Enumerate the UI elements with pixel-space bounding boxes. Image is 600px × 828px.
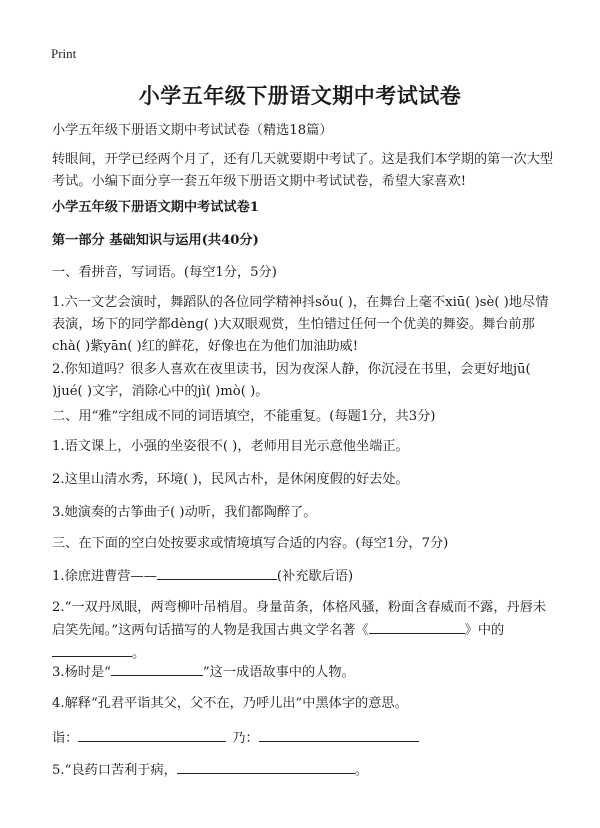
section3-question1: [52, 565, 557, 588]
section2-question1: 1.语文课上，小强的坐姿很不( )，老师用目光示意他坐端正。: [52, 439, 409, 454]
question3-text-end: ”这一成语故事中的人物。: [202, 665, 355, 680]
question1-hint: (补充歇后语): [276, 569, 354, 584]
answer-blank[interactable]: [78, 727, 226, 742]
answer-label-nai: 乃：: [232, 731, 259, 746]
section2-question3: 3.她演奏的古筝曲子( )动听，我们都陶醉了。: [52, 505, 317, 520]
question2-text: 2.“一双丹凤眼，两弯柳叶吊梢眉。身量苗条，体格风骚，粉面含春威而不露，丹唇未启笑先闻。”这两句话描写的人物是我国古典文学名著《: [52, 600, 547, 638]
answer-blank[interactable]: [177, 759, 355, 774]
print-link[interactable]: Print: [51, 46, 77, 61]
question2-text-mid: 》中的: [464, 623, 505, 638]
question1-text: 1.徐庶进曹营——: [52, 569, 157, 584]
part-heading: 第一部分 基础知识与运用(共40分): [52, 233, 259, 248]
answer-blank[interactable]: [157, 565, 277, 580]
section3-question4-answers: [52, 727, 557, 750]
question3-text: 3.杨时是“: [52, 665, 111, 680]
answer-blank[interactable]: [369, 619, 465, 634]
answer-blank[interactable]: [259, 727, 419, 742]
subtitle: 小学五年级下册语文期中考试试卷（精选18篇）: [52, 123, 333, 138]
paper-heading: 小学五年级下册语文期中考试试卷1: [52, 200, 259, 215]
section3-question2: [52, 597, 557, 665]
answer-label-yi: 诣：: [52, 731, 79, 746]
section1-question1: 1.六一文艺会演时，舞蹈队的各位同学精神抖sǒu( )，在舞台上毫不xiū( )sè( )地尽情表演，场下的同学都dèng( )大双眼观赏，生怕错过任何一个优美的舞姿。舞台前那chà( )紫yān( )红的鲜花，好像也在为他们加油助威!: [52, 295, 549, 354]
section3-question5: [52, 759, 557, 782]
section3-question4: 4.解释“孔君平诣其父，父不在，乃呼儿出”中黑体字的意思。: [52, 696, 408, 711]
section3-question3: [52, 661, 557, 684]
section2-question2: 2.这里山清水秀，环境( )，民风古朴，是休闲度假的好去处。: [52, 472, 409, 487]
page-title: 小学五年级下册语文期中考试试卷: [138, 83, 462, 108]
answer-blank[interactable]: [52, 642, 132, 657]
section1-heading: 一、看拼音，写词语。(每空1分，5分): [52, 265, 277, 280]
section1-question2: 2.你知道吗？很多人喜欢在夜里读书，因为夜深人静，你沉浸在书里，会更好地jū( )jué( )文字，消除心中的jì( )mò( )。: [52, 362, 531, 399]
intro-paragraph: 转眼间，开学已经两个月了，还有几天就要期中考试了。这是我们本学期的第一次大型考试。小编下面分享一套五年级下册语文期中考试试卷，希望大家喜欢!: [52, 152, 554, 189]
question2-text-end: 。: [132, 646, 146, 661]
section3-heading: 三、在下面的空白处按要求或情境填写合适的内容。(每空1分，7分): [52, 536, 449, 551]
answer-blank[interactable]: [111, 661, 203, 676]
question5-text-end: 。: [354, 763, 369, 778]
section2-heading: 二、用“雅”字组成不同的词语填空，不能重复。(每题1分，共3分): [52, 409, 436, 424]
question5-text: 5.“良药口苦利于病，: [52, 763, 177, 778]
